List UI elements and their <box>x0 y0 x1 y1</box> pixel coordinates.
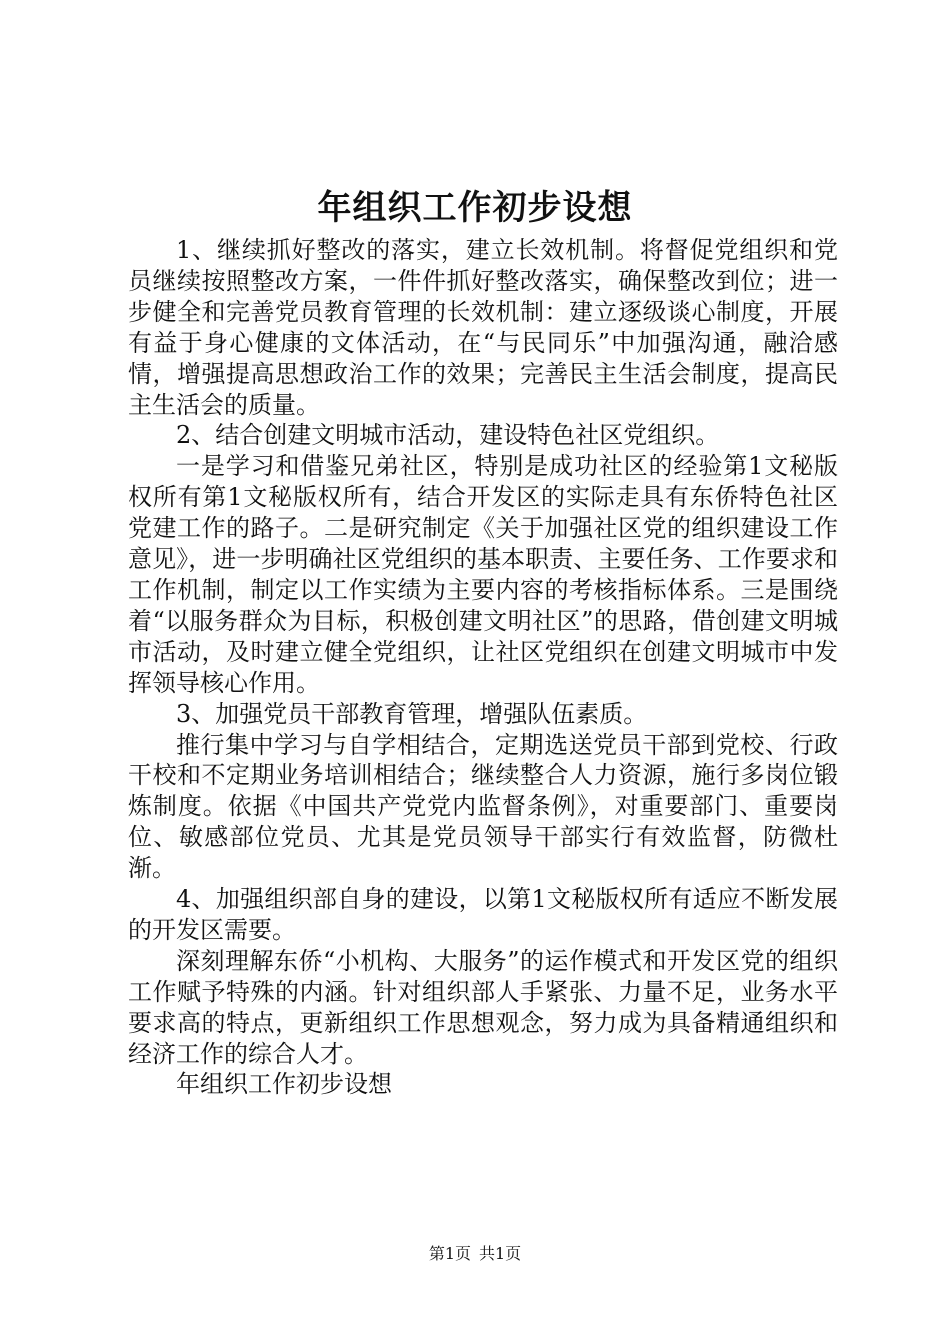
paragraph-6-heading: 4、加强组织部自身的建设，以第1文秘版权所有适应不断发展的开发区需要。 <box>128 885 838 944</box>
page-footer <box>0 1243 950 1265</box>
page-total: 共1页 <box>479 1244 522 1263</box>
document-body <box>128 235 838 1100</box>
page-number: 第1页 <box>428 1244 471 1263</box>
page-title: 年组织工作初步设想 <box>317 188 633 228</box>
paragraph-1: 1、继续抓好整改的落实，建立长效机制。将督促党组织和党员继续按照整改方案，一件件抓好整改落实，确保整改到位；进一步健全和完善党员教育管理的长效机制：建立逐级谈心制度，开展有益于身心健康的文体活动，在“与民同乐”中加强沟通，融洽感情，增强提高思想政治工作的效果；完善民主生活会制度，提高民主生活会的质量。 <box>128 236 838 419</box>
paragraph-2-heading: 2、结合创建文明城市活动，建设特色社区党组织。 <box>176 421 720 450</box>
paragraph-4-heading: 3、加强党员干部教育管理，增强队伍素质。 <box>176 699 648 728</box>
paragraph-5: 推行集中学习与自学相结合，定期选送党员干部到党校、行政干校和不定期业务培训相结合；继续整合人力资源，施行多岗位锻炼制度。依据《中国共产党党内监督条例》，对重要部门、重要岗位、敏感部位党员、尤其是党员领导干部实行有效监督，防微杜渐。 <box>128 730 838 883</box>
paragraph-7: 深刻理解东侨“小机构、大服务”的运作模式和开发区党的组织工作赋予特殊的内涵。针对组织部人手紧张、力量不足，业务水平要求高的特点，更新组织工作思想观念，努力成为具备精通组织和经济工作的综合人才。 <box>128 946 838 1068</box>
paragraph-8-closing: 年组织工作初步设想 <box>176 1070 392 1099</box>
paragraph-3: 一是学习和借鉴兄弟社区，特别是成功社区的经验第1文秘版权所有第1文秘版权所有，结合开发区的实际走具有东侨特色社区党建工作的路子。二是研究制定《关于加强社区党的组织建设工作意见》，进一步明确社区党组织的基本职责、主要任务、工作要求和工作机制，制定以工作实绩为主要内容的考核指标体系。三是围绕着“以服务群众为目标，积极创建文明社区”的思路，借创建文明城市活动，及时建立健全党组织，让社区党组织在创建文明城市中发挥领导核心作用。 <box>128 452 838 697</box>
